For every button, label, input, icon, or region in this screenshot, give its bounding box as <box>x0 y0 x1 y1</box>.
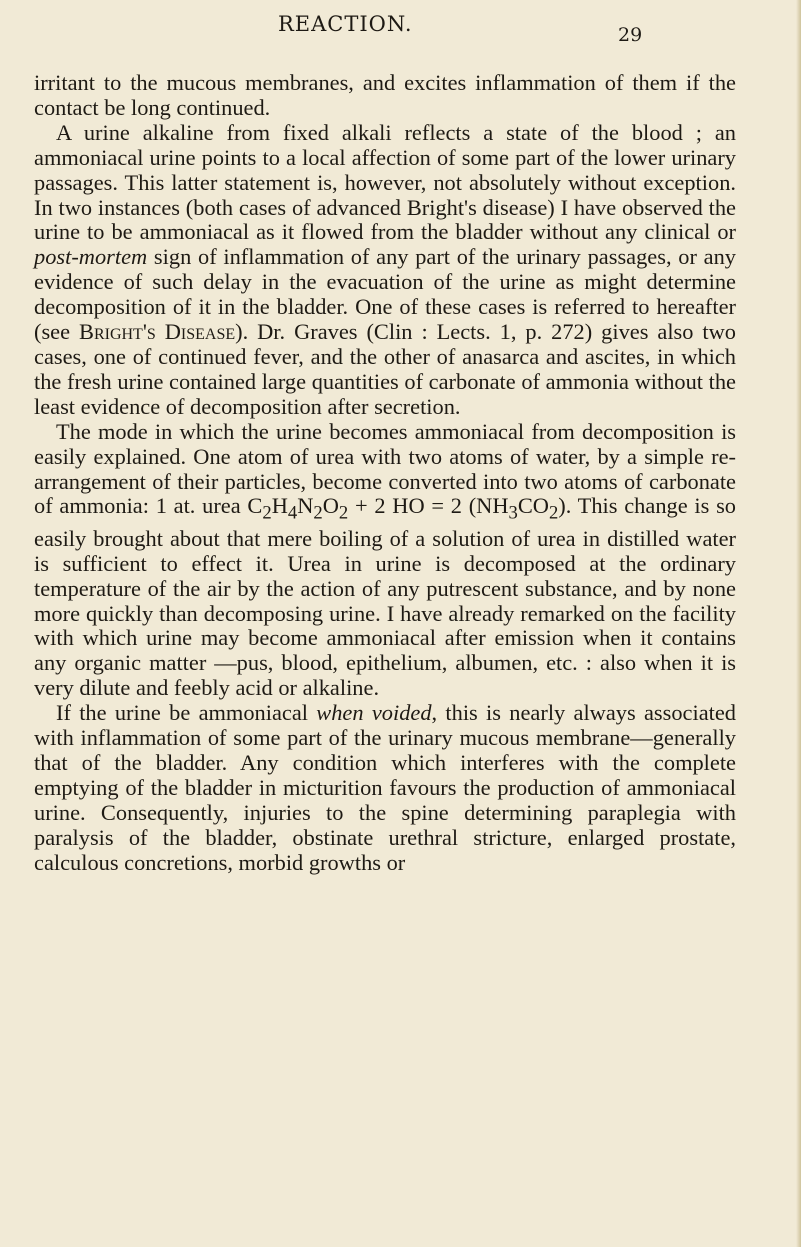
paragraph-2: A urine alkaline from fixed alkali reflects a state of the blood ; an ammoniacal urine points to a local affection of some part of the lower urinary passages. This latter statement is, however, not absolutely without exception. In two instances (both cases of advanced Bright's disease) I have observed the urine to be ammoniacal as it flowed from the bladder without any clinical or post-mortem sign of inflammation of any part of the urinary passages, or any evidence of such delay in the evacuation of the urine as might determine decomposition of it in the bladder. One of these cases is referred to hereafter (see Bright's Disease). Dr. Graves (Clin : Lects. 1, p. 272) gives also two cases, one of continued fever, and the other of anasarca and ascites, in which the fresh urine contained large quantities of carbonate of ammonia without the least evidence of decomposition after secretion. <box>34 119 736 419</box>
cross-reference: Bright's Disease <box>79 319 236 345</box>
body-text <box>34 71 736 875</box>
paragraph-4: If the urine be ammoniacal when voided, this is nearly always associated with inflammation of some part of the urinary mucous membrane—generally that of the bladder. Any condition which interferes with the complete emptying of the bladder in micturition favours the production of ammoniacal urine. Consequently, injuries to the spine determining paraplegia with paralysis of the bladder, obstinate urethral stricture, enlarged prostate, calculous concretions, morbid growths or <box>34 700 736 875</box>
italic-term: when voided <box>316 700 432 726</box>
page-edge <box>796 0 801 1247</box>
paragraph-1: irritant to the mucous membranes, and excites inflammation of them if the contact be long continued. <box>34 70 736 120</box>
page-header <box>0 8 801 48</box>
paragraph-3: The mode in which the urine becomes ammoniacal from decomposition is easily explained. One atom of urea with two atoms of water, by a simple re-arrangement of their particles, become converted into two atoms of carbonate of ammonia: 1 at. urea $C_2H_4N_2O_2 + 2$ HO = 2 $(NH_3CO_2)$. This change is so easily brought about that mere boiling of a solution of urea in distilled water is sufficient to effect it. Urea in urine is decomposed at the ordinary temperature of the air by the action of any putrescent substance, and by none more quickly than decomposing urine. I have already remarked on the facility with which urine may become ammoniacal after emission when it contains any organic matter —pus, blood, epithelium, albumen, etc. : also when it is very dilute and feebly acid or alkaline. <box>34 418 736 701</box>
running-head: REACTION. <box>278 12 413 36</box>
page-number: 29 <box>618 24 643 46</box>
italic-term: post-mortem <box>34 244 148 270</box>
